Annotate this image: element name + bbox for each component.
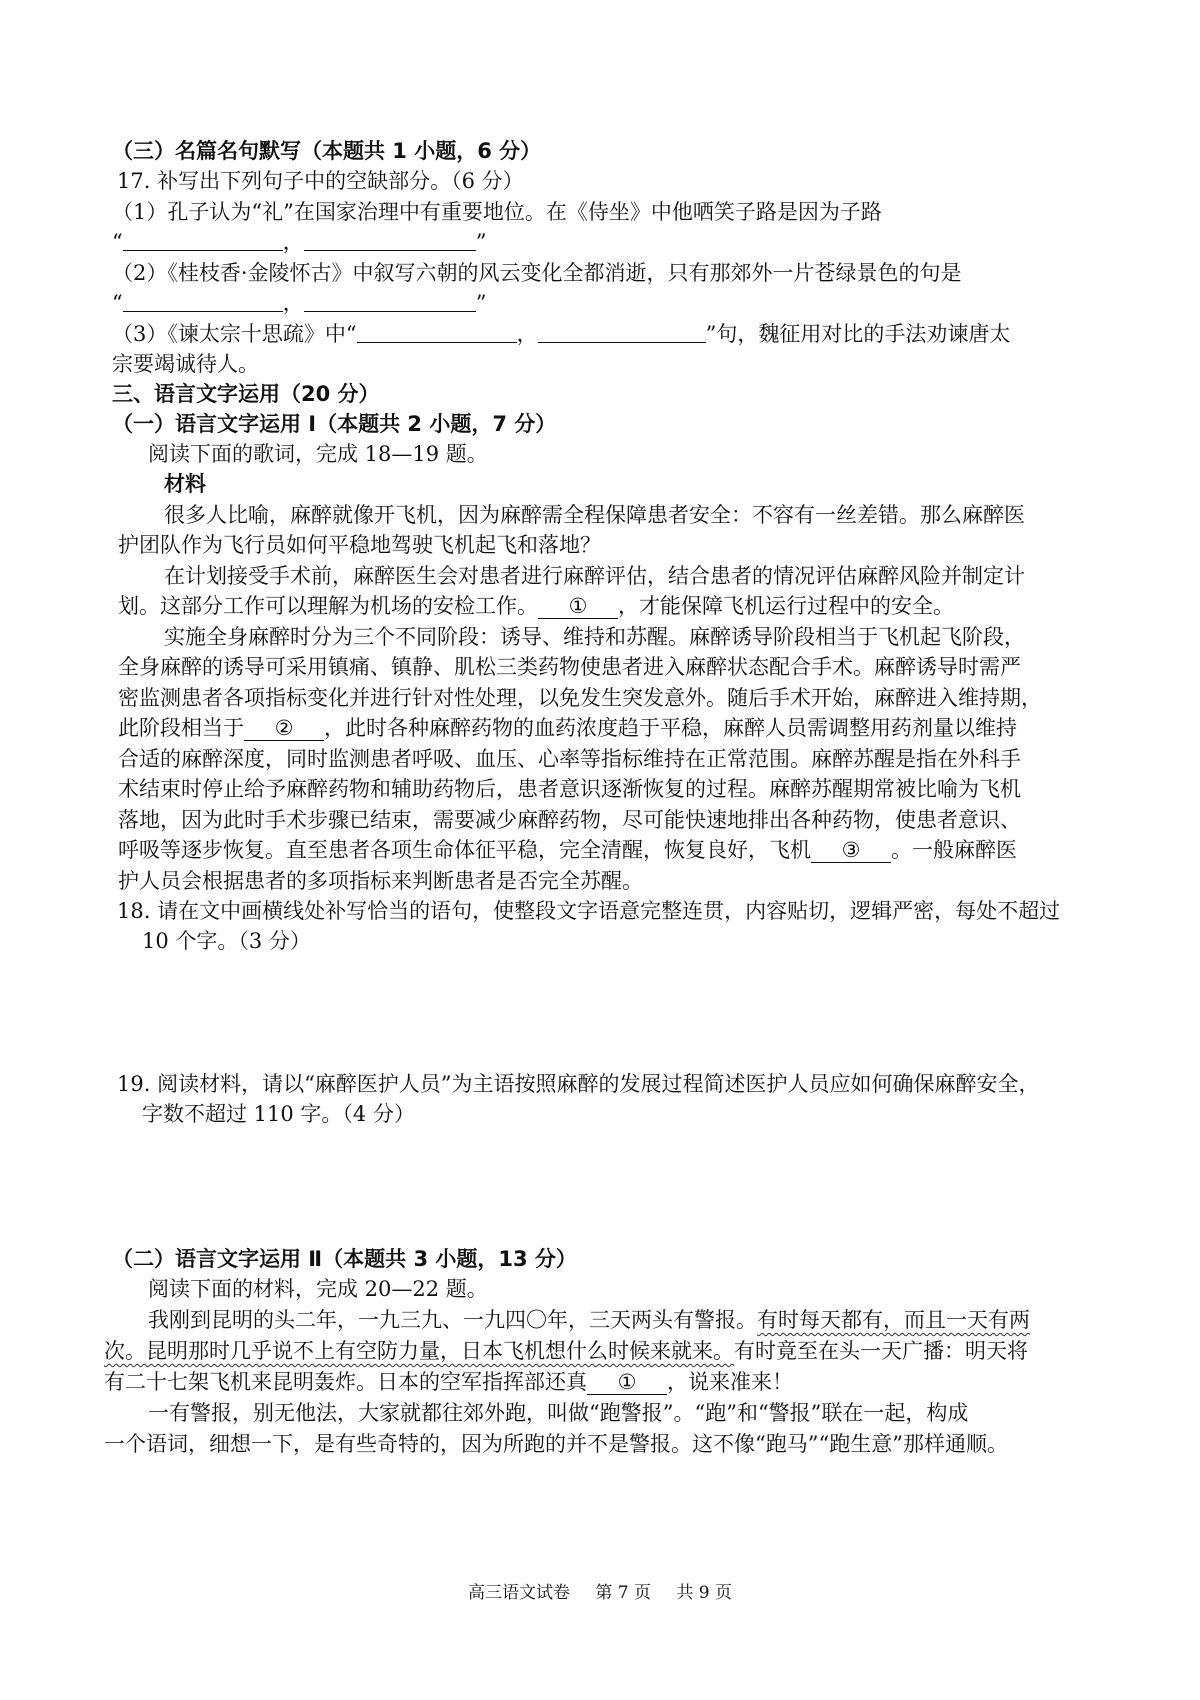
material-paragraph-line: 密监测患者各项指标变化并进行针对性处理，以免发生突发意外。随后手术开始，麻醉进入维持期， xyxy=(118,686,1042,710)
material-paragraph-line: 术结束时停止给予麻醉药物和辅助药物后，患者意识逐渐恢复的过程。麻醉苏醒期常被比喻为飞机 xyxy=(118,777,1021,801)
comma: ， xyxy=(282,230,304,254)
question-19-stem: 19. 阅读材料，请以“麻醉医护人员”为主语按照麻醉的发展过程简述医护人员应如何确保麻醉安全， xyxy=(117,1072,1040,1096)
material-label: 材料 xyxy=(164,472,206,496)
text-segment: 此阶段相当于 xyxy=(118,716,244,740)
wavy-underlined-text: 有时每天都有，而且一天有两 xyxy=(757,1308,1030,1332)
text-segment: 呼吸等逐步恢复。直至患者各项生命体征平稳，完全清醒，恢复良好，飞机 xyxy=(118,838,811,862)
wavy-underlined-text: 次。昆明那时几乎说不上有空防力量，日本飞机想什么时候来就来。 xyxy=(104,1339,734,1363)
material-paragraph-line: 在计划接受手术前，麻醉医生会对患者进行麻醉评估，结合患者的情况评估麻醉风险并制定计 xyxy=(164,564,1025,588)
material-paragraph-line: 护团队作为飞行员如何平稳地驾驶飞机起飞和落地？ xyxy=(118,533,601,557)
material-paragraph-line: 实施全身麻醉时分为三个不同阶段：诱导、维持和苏醒。麻醉诱导阶段相当于飞机起飞阶段， xyxy=(164,625,1025,649)
material-paragraph-line: 落地，因为此时手术步骤已结束，需要减少麻醉药物，尽可能快速地排出各种药物，使患者意识、 xyxy=(118,808,1021,832)
subsection-2-title: （二）语言文字运用 Ⅱ（本题共 3 小题，13 分） xyxy=(112,1247,577,1271)
question-17-stem: 17. 补写出下列句子中的空缺部分。（6 分） xyxy=(117,169,524,193)
material-paragraph-line: 全身麻醉的诱导可采用镇痛、镇静、肌松三类药物使患者进入麻醉状态配合手术。麻醉诱导时需严 xyxy=(118,655,1021,679)
material-paragraph-line: 护人员会根据患者的多项指标来判断患者是否完全苏醒。 xyxy=(118,869,643,893)
material-paragraph-line xyxy=(118,713,1017,743)
question-18-stem-cont: 10 个字。（3 分） xyxy=(142,929,311,953)
material-paragraph-line: 合适的麻醉深度，同时监测患者呼吸、血压、心率等指标维持在正常范围。麻醉苏醒是指在外科手 xyxy=(118,747,1021,771)
text-segment: 划。这部分工作可以理解为机场的安检工作。 xyxy=(118,594,538,618)
comma: ， xyxy=(516,322,538,346)
text-segment: ，此时各种麻醉药物的血药浓度趋于平稳，麻醉人员需调整用药剂量以维持 xyxy=(324,716,1017,740)
passage-line xyxy=(104,1336,1028,1366)
comma: ， xyxy=(282,291,304,315)
blank-marker-4[interactable]: ① xyxy=(587,1370,667,1395)
text-segment: ，说来准来！ xyxy=(667,1370,793,1394)
question-17-item-1-blanks xyxy=(112,227,487,257)
blank-marker-3[interactable]: ③ xyxy=(811,838,891,863)
text-segment: 。一般麻醉医 xyxy=(891,838,1017,862)
blank-marker-2[interactable]: ② xyxy=(244,716,324,741)
question-17-item-3-cont: 宗要竭诚待人。 xyxy=(112,352,259,376)
material-paragraph-line: 很多人比喻，麻醉就像开飞机，因为麻醉需全程保障患者安全：不容有一丝差错。那么麻醉医 xyxy=(164,503,1025,527)
quote-open: “ xyxy=(112,230,123,254)
question-18-stem: 18. 请在文中画横线处补写恰当的语句，使整段文字语意完整连贯，内容贴切，逻辑严密，每处不超过 xyxy=(117,899,1061,923)
passage-line xyxy=(104,1367,793,1397)
answer-blank[interactable] xyxy=(123,289,283,312)
section-title: （三）名篇名句默写（本题共 1 小题，6 分） xyxy=(112,139,542,163)
question-19-stem-cont: 字数不超过 110 字。（4 分） xyxy=(142,1102,415,1126)
quote-open: “ xyxy=(112,291,123,315)
subsection-2-intro: 阅读下面的材料，完成 20—22 题。 xyxy=(148,1277,488,1301)
page-footer xyxy=(0,1578,1200,1603)
answer-blank[interactable] xyxy=(538,320,706,343)
text-segment: 有二十七架飞机来昆明轰炸。日本的空军指挥部还真 xyxy=(104,1370,587,1394)
item-3-prefix: （3）《谏太宗十思疏》中“ xyxy=(112,322,357,346)
answer-blank[interactable] xyxy=(357,320,517,343)
text-segment: 有时竟至在头一天广播：明天将 xyxy=(734,1339,1028,1363)
quote-close: ” xyxy=(475,291,487,315)
footer-paper-title: 高三语文试卷 xyxy=(467,1583,570,1603)
part-title: 三、语言文字运用（20 分） xyxy=(112,382,380,406)
material-paragraph-line xyxy=(118,591,954,621)
subsection-1-intro: 阅读下面的歌词，完成 18—19 题。 xyxy=(148,442,488,466)
question-17-item-2: （2）《桂枝香·金陵怀古》中叙写六朝的风云变化全都消逝，只有那郊外一片苍绿景色的句是 xyxy=(112,261,962,285)
footer-page-total: 共 9 页 xyxy=(676,1583,733,1603)
text-segment: ，才能保障飞机运行过程中的安全。 xyxy=(618,594,954,618)
text-segment: 我刚到昆明的头二年，一九三九、一九四〇年，三天两头有警报。 xyxy=(148,1308,757,1332)
question-17-item-3 xyxy=(112,319,1010,349)
quote-close: ” xyxy=(475,230,487,254)
subsection-1-title: （一）语言文字运用 Ⅰ（本题共 2 小题，7 分） xyxy=(112,412,557,436)
passage-line xyxy=(148,1305,1030,1335)
answer-blank[interactable] xyxy=(123,228,283,251)
answer-blank[interactable] xyxy=(304,228,476,251)
blank-marker-1[interactable]: ① xyxy=(538,594,618,619)
question-17-item-1: （1）孔子认为“礼”在国家治理中有重要地位。在《侍坐》中他哂笑子路是因为子路 xyxy=(112,200,882,224)
question-17-item-2-blanks xyxy=(112,288,487,318)
answer-blank[interactable] xyxy=(304,289,476,312)
passage-line: 一有警报，别无他法，大家就都往郊外跑，叫做“跑警报”。“跑”和“警报”联在一起，构成 xyxy=(148,1401,969,1425)
footer-page-number: 第 7 页 xyxy=(595,1583,651,1603)
passage-line: 一个语词，细想一下，是有些奇特的，因为所跑的并不是警报。这不像“跑马”“跑生意”那样通顺。 xyxy=(104,1432,1008,1456)
material-paragraph-line xyxy=(118,835,1017,865)
item-3-suffix: ”句，魏征用对比的手法劝谏唐太 xyxy=(705,322,1011,346)
